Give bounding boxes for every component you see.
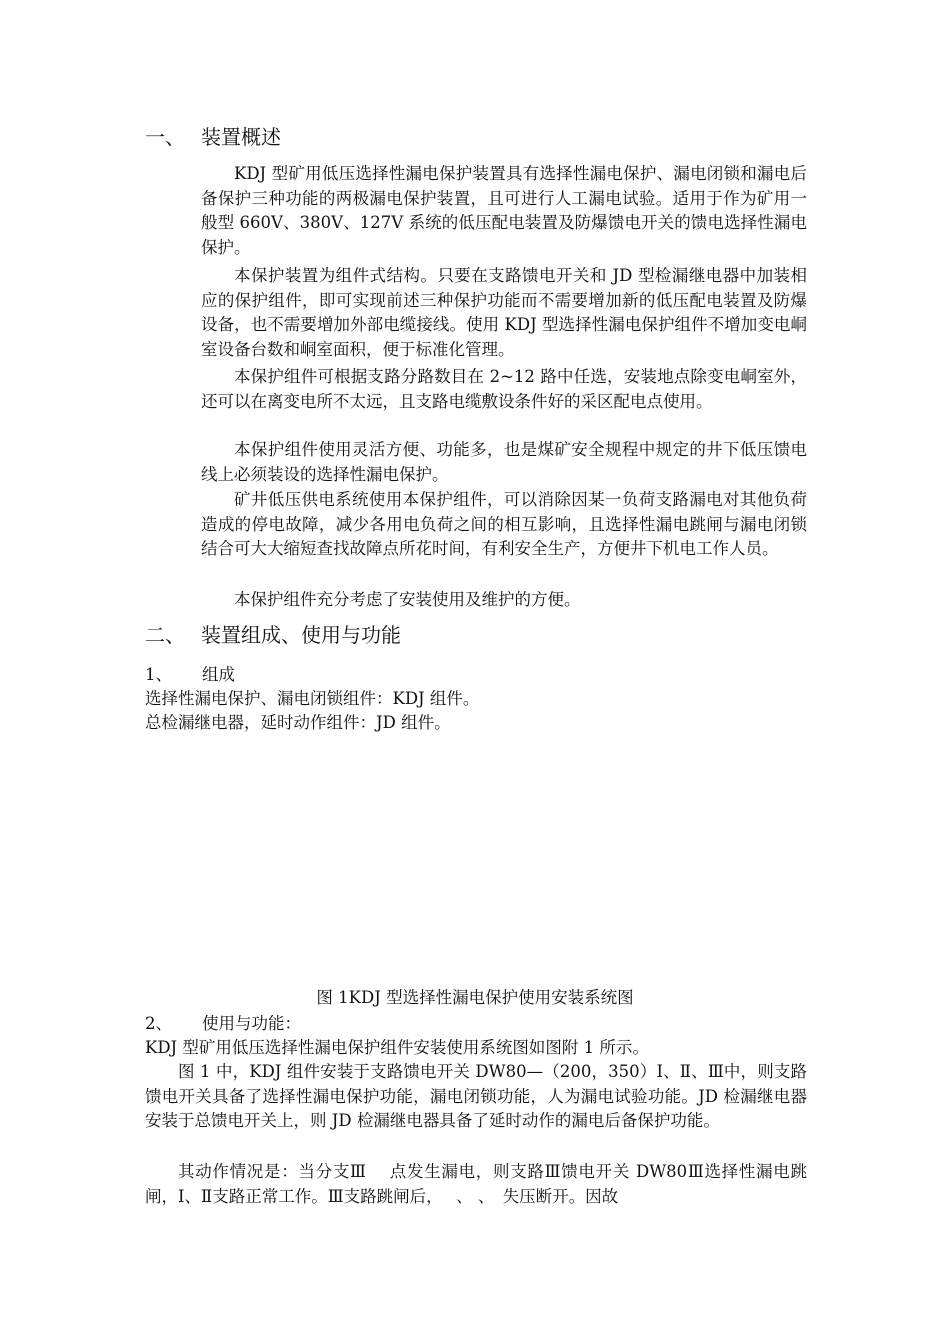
subsection-2-title: 使用与功能： xyxy=(202,1014,301,1033)
usage-intro-line: KDJ 型矿用低压选择性漏电保护组件安装使用系统图如图附 1 所示。 xyxy=(145,1038,649,1057)
overview-paragraph: 矿井低压供电系统使用本保护组件，可以消除因某一负荷支路漏电对其他负荷造成的停电故障，减少各用电负荷之间的相互影响，且选择性漏电跳闸与漏电闭锁结合可大大缩短查找故障点所花时间，有利安全生产，方便井下机电工作人员。 xyxy=(201,490,807,558)
overview-paragraph: 本保护装置为组件式结构。只要在支路馈电开关和 JD 型检漏继电器中加装相应的保护组件，即可实现前述三种保护功能而不需要增加新的低压配电装置及防爆设备，也不需要增加外部电缆接线。使用 KDJ 型选择性漏电保护组件不增加变电峒室设备台数和峒室面积，便于标准化管理。 xyxy=(201,266,807,359)
component-line: 选择性漏电保护、漏电闭锁组件：KDJ 组件。 xyxy=(145,689,480,708)
overview-paragraph: 本保护组件使用灵活方便、功能多，也是煤矿安全规程中规定的井下低压馈电线上必须装设的选择性漏电保护。 xyxy=(201,440,807,484)
overview-paragraph: 本保护组件可根据支路分路数目在 2~12 路中任选，安装地点除变电峒室外，还可以在离变电所不太远，且支路电缆敷设条件好的采区配电点使用。 xyxy=(201,367,807,411)
section-2-number: 二、 xyxy=(145,623,185,647)
usage-paragraph: 其动作情况是：当分支Ⅲ 点发生漏电，则支路Ⅲ馈电开关 DW80Ⅲ选择性漏电跳闸，Ⅰ、Ⅱ支路正常工作。Ⅲ支路跳闸后， 、 、 失压断开。因故 xyxy=(145,1162,807,1206)
section-1-title: 装置概述 xyxy=(201,125,281,149)
section-1-number: 一、 xyxy=(145,125,185,149)
usage-paragraph: 图 1 中，KDJ 组件安装于支路馈电开关 DW80—（200，350）Ⅰ、Ⅱ、Ⅲ中，则支路馈电开关具备了选择性漏电保护功能，漏电闭锁功能，人为漏电试验功能。JD 检漏继电器安装于总馈电开关上，则 JD 检漏继电器具备了延时动作的漏电后备保护功能。 xyxy=(145,1062,807,1130)
overview-paragraph: 本保护组件充分考虑了安装使用及维护的方便。 xyxy=(234,590,581,609)
figure-caption: 图 1KDJ 型选择性漏电保护使用安装系统图 xyxy=(316,988,634,1007)
subsection-1-heading xyxy=(145,663,235,687)
section-2-title: 装置组成、使用与功能 xyxy=(201,623,401,647)
section-2-heading xyxy=(145,622,401,648)
subsection-1-title: 组成 xyxy=(202,665,235,684)
subsection-2-number: 2、 xyxy=(145,1014,172,1033)
component-line: 总检漏继电器，延时动作组件：JD 组件。 xyxy=(145,713,451,732)
overview-paragraph: KDJ 型矿用低压选择性漏电保护装置具有选择性漏电保护、漏电闭锁和漏电后备保护三种功能的两极漏电保护装置，且可进行人工漏电试验。适用于作为矿用一般型 660V、380V、127V 系统的低压配电装置及防爆馈电开关的馈电选择性漏电保护。 xyxy=(201,164,807,257)
subsection-2-heading xyxy=(145,1012,301,1036)
subsection-1-number: 1、 xyxy=(145,665,172,684)
section-1-heading xyxy=(145,124,281,150)
